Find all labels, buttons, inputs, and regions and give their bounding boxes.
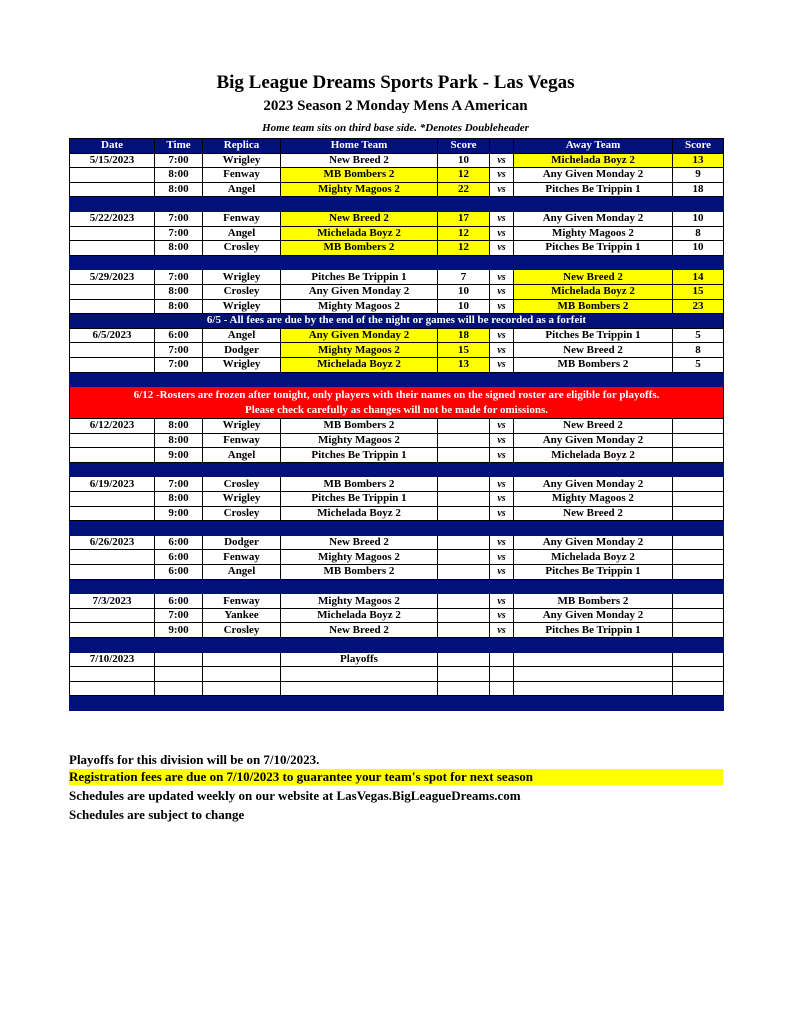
week-separator: [70, 255, 724, 270]
date-cell: [70, 168, 155, 183]
column-header-away-score: Score: [673, 139, 724, 154]
time-cell: 7:00: [155, 357, 203, 372]
time-cell: 8:00: [155, 492, 203, 507]
table-row: [70, 328, 724, 343]
away-score-cell: 5: [673, 328, 724, 343]
replica-cell: Wrigley: [203, 357, 281, 372]
away-score-cell: 10: [673, 241, 724, 256]
column-header-replica: Replica: [203, 139, 281, 154]
roster-alert-line-2: Please check carefully as changes will not be made for omissions.: [245, 403, 548, 416]
time-cell: 6:00: [155, 328, 203, 343]
home-team-cell: New Breed 2: [281, 211, 438, 226]
week-separator: [70, 696, 724, 711]
date-cell: [70, 182, 155, 197]
home-score-cell: [438, 535, 490, 550]
vs-cell: vs: [490, 623, 514, 638]
home-score-cell: 17: [438, 211, 490, 226]
home-team-cell: Any Given Monday 2: [281, 328, 438, 343]
empty-cell: [438, 681, 490, 696]
time-cell: 8:00: [155, 433, 203, 448]
table-row: [70, 153, 724, 168]
away-team-cell: [514, 652, 673, 667]
home-score-cell: 7: [438, 270, 490, 285]
away-team-cell: Any Given Monday 2: [514, 477, 673, 492]
week-separator: [70, 521, 724, 536]
website-note: Schedules are updated weekly on our website at LasVegas.BigLeagueDreams.com: [69, 788, 521, 803]
home-team-cell: MB Bombers 2: [281, 419, 438, 434]
table-row: [70, 565, 724, 580]
table-row: [70, 343, 724, 358]
vs-cell: vs: [490, 226, 514, 241]
replica-cell: Crosley: [203, 623, 281, 638]
date-cell: [70, 299, 155, 314]
vs-cell: vs: [490, 284, 514, 299]
time-cell: 6:00: [155, 565, 203, 580]
home-score-cell: 13: [438, 357, 490, 372]
column-header-away-team: Away Team: [514, 139, 673, 154]
empty-cell: [155, 667, 203, 682]
table-row: [70, 492, 724, 507]
vs-cell: vs: [490, 506, 514, 521]
away-score-cell: [673, 448, 724, 463]
home-score-cell: [438, 608, 490, 623]
table-row: [70, 357, 724, 372]
away-team-cell: Pitches Be Trippin 1: [514, 328, 673, 343]
table-row: [70, 506, 724, 521]
replica-cell: Fenway: [203, 168, 281, 183]
vs-cell: vs: [490, 270, 514, 285]
replica-cell: Fenway: [203, 594, 281, 609]
separator-cell: [70, 638, 724, 653]
away-score-cell: [673, 506, 724, 521]
time-cell: 8:00: [155, 299, 203, 314]
away-score-cell: [673, 550, 724, 565]
fees-banner: [70, 314, 724, 329]
home-team-cell: New Breed 2: [281, 153, 438, 168]
replica-cell: [203, 652, 281, 667]
separator-cell: [70, 255, 724, 270]
time-cell: 9:00: [155, 623, 203, 638]
table-row: [70, 448, 724, 463]
away-score-cell: [673, 652, 724, 667]
home-score-cell: 10: [438, 299, 490, 314]
date-cell: [70, 448, 155, 463]
vs-cell: vs: [490, 211, 514, 226]
replica-cell: Wrigley: [203, 299, 281, 314]
table-row: [70, 608, 724, 623]
away-team-cell: MB Bombers 2: [514, 299, 673, 314]
replica-cell: Crosley: [203, 241, 281, 256]
away-team-cell: Any Given Monday 2: [514, 433, 673, 448]
away-team-cell: Michelada Boyz 2: [514, 153, 673, 168]
away-score-cell: [673, 594, 724, 609]
date-cell: 5/22/2023: [70, 211, 155, 226]
column-header-home-score: Score: [438, 139, 490, 154]
home-score-cell: [438, 565, 490, 580]
date-cell: [70, 226, 155, 241]
away-team-cell: Pitches Be Trippin 1: [514, 623, 673, 638]
home-score-cell: [438, 492, 490, 507]
vs-cell: vs: [490, 343, 514, 358]
vs-cell: vs: [490, 550, 514, 565]
vs-cell: vs: [490, 182, 514, 197]
date-cell: [70, 284, 155, 299]
date-cell: [70, 433, 155, 448]
away-team-cell: Any Given Monday 2: [514, 535, 673, 550]
vs-cell: vs: [490, 492, 514, 507]
playoffs-row: [70, 652, 724, 667]
away-team-cell: New Breed 2: [514, 343, 673, 358]
home-team-cell: MB Bombers 2: [281, 477, 438, 492]
roster-alert: [70, 387, 724, 419]
week-separator: [70, 372, 724, 387]
away-team-cell: Any Given Monday 2: [514, 608, 673, 623]
replica-cell: Fenway: [203, 211, 281, 226]
home-score-cell: 10: [438, 284, 490, 299]
away-team-cell: Pitches Be Trippin 1: [514, 182, 673, 197]
home-team-cell: MB Bombers 2: [281, 168, 438, 183]
time-cell: 8:00: [155, 284, 203, 299]
home-team-cell: Michelada Boyz 2: [281, 357, 438, 372]
replica-cell: Wrigley: [203, 419, 281, 434]
date-cell: 6/5/2023: [70, 328, 155, 343]
date-cell: [70, 357, 155, 372]
empty-cell: [514, 667, 673, 682]
home-score-cell: [438, 477, 490, 492]
replica-cell: Dodger: [203, 535, 281, 550]
empty-cell: [490, 667, 514, 682]
away-score-cell: 13: [673, 153, 724, 168]
vs-cell: vs: [490, 477, 514, 492]
replica-cell: Dodger: [203, 343, 281, 358]
replica-cell: Wrigley: [203, 270, 281, 285]
date-cell: [70, 623, 155, 638]
away-score-cell: 15: [673, 284, 724, 299]
subject-to-change-note: Schedules are subject to change: [69, 807, 245, 822]
away-team-cell: Michelada Boyz 2: [514, 284, 673, 299]
time-cell: 8:00: [155, 168, 203, 183]
date-cell: [70, 608, 155, 623]
away-score-cell: 8: [673, 343, 724, 358]
date-cell: 5/29/2023: [70, 270, 155, 285]
away-team-cell: New Breed 2: [514, 270, 673, 285]
time-cell: 9:00: [155, 448, 203, 463]
date-cell: [70, 492, 155, 507]
week-separator: [70, 638, 724, 653]
empty-cell: [673, 681, 724, 696]
vs-cell: vs: [490, 299, 514, 314]
time-cell: 8:00: [155, 182, 203, 197]
empty-row: [70, 667, 724, 682]
home-team-cell: New Breed 2: [281, 535, 438, 550]
registration-note: Registration fees are due on 7/10/2023 to guarantee your team's spot for next season: [69, 769, 723, 785]
away-score-cell: 5: [673, 357, 724, 372]
away-score-cell: [673, 492, 724, 507]
away-score-cell: 10: [673, 211, 724, 226]
date-cell: 7/3/2023: [70, 594, 155, 609]
home-team-cell: MB Bombers 2: [281, 565, 438, 580]
playoffs-note: Playoffs for this division will be on 7/10/2023.: [69, 752, 320, 767]
schedule-table: [69, 138, 724, 711]
column-header-date: Date: [70, 139, 155, 154]
home-team-cell: Mighty Magoos 2: [281, 182, 438, 197]
week-separator: [70, 579, 724, 594]
vs-cell: vs: [490, 357, 514, 372]
table-row: [70, 270, 724, 285]
date-cell: 6/12/2023: [70, 419, 155, 434]
away-score-cell: [673, 608, 724, 623]
vs-cell: vs: [490, 565, 514, 580]
home-score-cell: [438, 419, 490, 434]
home-team-cell: Michelada Boyz 2: [281, 608, 438, 623]
time-cell: 6:00: [155, 550, 203, 565]
table-row: [70, 477, 724, 492]
home-score-cell: 10: [438, 153, 490, 168]
home-team-cell: Pitches Be Trippin 1: [281, 448, 438, 463]
vs-cell: vs: [490, 535, 514, 550]
away-team-cell: MB Bombers 2: [514, 357, 673, 372]
date-cell: [70, 506, 155, 521]
vs-cell: vs: [490, 608, 514, 623]
away-team-cell: MB Bombers 2: [514, 594, 673, 609]
home-team-cell: Pitches Be Trippin 1: [281, 492, 438, 507]
away-team-cell: Mighty Magoos 2: [514, 226, 673, 241]
time-cell: 9:00: [155, 506, 203, 521]
home-team-cell: Any Given Monday 2: [281, 284, 438, 299]
vs-cell: vs: [490, 433, 514, 448]
time-cell: 7:00: [155, 343, 203, 358]
table-row: [70, 211, 724, 226]
away-score-cell: [673, 433, 724, 448]
schedule-body: [70, 153, 724, 710]
time-cell: [155, 652, 203, 667]
replica-cell: Angel: [203, 565, 281, 580]
replica-cell: Fenway: [203, 433, 281, 448]
away-score-cell: [673, 623, 724, 638]
fees-banner-text: 6/5 - All fees are due by the end of the night or games will be recorded as a forfeit: [70, 314, 724, 329]
vs-cell: vs: [490, 448, 514, 463]
separator-cell: [70, 696, 724, 711]
home-team-cell: Mighty Magoos 2: [281, 550, 438, 565]
date-cell: 7/10/2023: [70, 652, 155, 667]
replica-cell: Yankee: [203, 608, 281, 623]
separator-cell: [70, 521, 724, 536]
home-score-cell: 12: [438, 168, 490, 183]
home-score-cell: 12: [438, 226, 490, 241]
away-score-cell: 23: [673, 299, 724, 314]
replica-cell: Crosley: [203, 506, 281, 521]
empty-cell: [70, 681, 155, 696]
table-header-row: [70, 139, 724, 154]
home-score-cell: [438, 448, 490, 463]
away-team-cell: Michelada Boyz 2: [514, 448, 673, 463]
date-cell: [70, 241, 155, 256]
empty-cell: [203, 681, 281, 696]
empty-cell: [155, 681, 203, 696]
home-score-cell: 22: [438, 182, 490, 197]
empty-row: [70, 681, 724, 696]
table-row: [70, 535, 724, 550]
home-team-cell: Mighty Magoos 2: [281, 594, 438, 609]
empty-cell: [281, 667, 438, 682]
date-cell: 6/19/2023: [70, 477, 155, 492]
table-row: [70, 182, 724, 197]
table-row: [70, 226, 724, 241]
away-score-cell: [673, 565, 724, 580]
table-row: [70, 168, 724, 183]
home-team-cell: Mighty Magoos 2: [281, 299, 438, 314]
date-cell: [70, 550, 155, 565]
home-team-cell: MB Bombers 2: [281, 241, 438, 256]
week-separator: [70, 462, 724, 477]
replica-cell: Angel: [203, 226, 281, 241]
separator-cell: [70, 197, 724, 212]
vs-cell: vs: [490, 153, 514, 168]
vs-cell: vs: [490, 419, 514, 434]
home-score-cell: 15: [438, 343, 490, 358]
replica-cell: Crosley: [203, 284, 281, 299]
home-score-cell: [438, 433, 490, 448]
home-team-cell: Michelada Boyz 2: [281, 226, 438, 241]
away-score-cell: 9: [673, 168, 724, 183]
away-team-cell: Pitches Be Trippin 1: [514, 565, 673, 580]
vs-cell: vs: [490, 594, 514, 609]
away-score-cell: 18: [673, 182, 724, 197]
replica-cell: Wrigley: [203, 153, 281, 168]
separator-cell: [70, 372, 724, 387]
home-team-cell: Pitches Be Trippin 1: [281, 270, 438, 285]
vs-cell: vs: [490, 241, 514, 256]
date-cell: [70, 565, 155, 580]
separator-cell: [70, 462, 724, 477]
column-header-time: Time: [155, 139, 203, 154]
table-row: [70, 419, 724, 434]
date-cell: 5/15/2023: [70, 153, 155, 168]
replica-cell: Angel: [203, 182, 281, 197]
away-score-cell: 14: [673, 270, 724, 285]
away-team-cell: Michelada Boyz 2: [514, 550, 673, 565]
home-score-cell: [438, 652, 490, 667]
time-cell: 7:00: [155, 226, 203, 241]
roster-alert-line-1: 6/12 -Rosters are frozen after tonight, only players with their names on the signed roster are eligible for playoffs.: [133, 389, 660, 402]
home-team-cell: Mighty Magoos 2: [281, 343, 438, 358]
home-score-cell: [438, 550, 490, 565]
home-team-note: Home team sits on third base side. *Denotes Doubleheader: [262, 122, 529, 134]
away-score-cell: 8: [673, 226, 724, 241]
table-row: [70, 623, 724, 638]
time-cell: 7:00: [155, 477, 203, 492]
roster-alert-cell: [70, 387, 724, 419]
away-team-cell: Mighty Magoos 2: [514, 492, 673, 507]
table-row: [70, 433, 724, 448]
table-row: [70, 241, 724, 256]
vs-cell: vs: [490, 328, 514, 343]
replica-cell: Angel: [203, 328, 281, 343]
empty-cell: [438, 667, 490, 682]
time-cell: 7:00: [155, 153, 203, 168]
home-score-cell: 18: [438, 328, 490, 343]
time-cell: 6:00: [155, 535, 203, 550]
empty-cell: [514, 681, 673, 696]
away-team-cell: New Breed 2: [514, 419, 673, 434]
week-separator: [70, 197, 724, 212]
page-title: Big League Dreams Sports Park - Las Vegas: [216, 72, 575, 93]
away-team-cell: Any Given Monday 2: [514, 211, 673, 226]
time-cell: 7:00: [155, 270, 203, 285]
table-row: [70, 299, 724, 314]
home-score-cell: [438, 623, 490, 638]
empty-cell: [203, 667, 281, 682]
empty-cell: [490, 681, 514, 696]
empty-cell: [281, 681, 438, 696]
away-score-cell: [673, 419, 724, 434]
page-subtitle: 2023 Season 2 Monday Mens A American: [263, 98, 528, 114]
time-cell: 7:00: [155, 608, 203, 623]
away-team-cell: Pitches Be Trippin 1: [514, 241, 673, 256]
table-row: [70, 594, 724, 609]
replica-cell: Angel: [203, 448, 281, 463]
column-header-home-team: Home Team: [281, 139, 438, 154]
separator-cell: [70, 579, 724, 594]
replica-cell: Crosley: [203, 477, 281, 492]
home-score-cell: 12: [438, 241, 490, 256]
column-header-vs: [490, 139, 514, 154]
table-row: [70, 284, 724, 299]
vs-cell: [490, 652, 514, 667]
away-score-cell: [673, 535, 724, 550]
time-cell: 6:00: [155, 594, 203, 609]
away-score-cell: [673, 477, 724, 492]
away-team-cell: New Breed 2: [514, 506, 673, 521]
empty-cell: [673, 667, 724, 682]
time-cell: 8:00: [155, 241, 203, 256]
replica-cell: Wrigley: [203, 492, 281, 507]
home-score-cell: [438, 594, 490, 609]
away-team-cell: Any Given Monday 2: [514, 168, 673, 183]
home-team-cell: Michelada Boyz 2: [281, 506, 438, 521]
home-team-cell: New Breed 2: [281, 623, 438, 638]
vs-cell: vs: [490, 168, 514, 183]
time-cell: 7:00: [155, 211, 203, 226]
time-cell: 8:00: [155, 419, 203, 434]
home-team-cell: Mighty Magoos 2: [281, 433, 438, 448]
replica-cell: Fenway: [203, 550, 281, 565]
date-cell: 6/26/2023: [70, 535, 155, 550]
home-score-cell: [438, 506, 490, 521]
table-row: [70, 550, 724, 565]
empty-cell: [70, 667, 155, 682]
date-cell: [70, 343, 155, 358]
playoffs-label: Playoffs: [281, 652, 438, 667]
